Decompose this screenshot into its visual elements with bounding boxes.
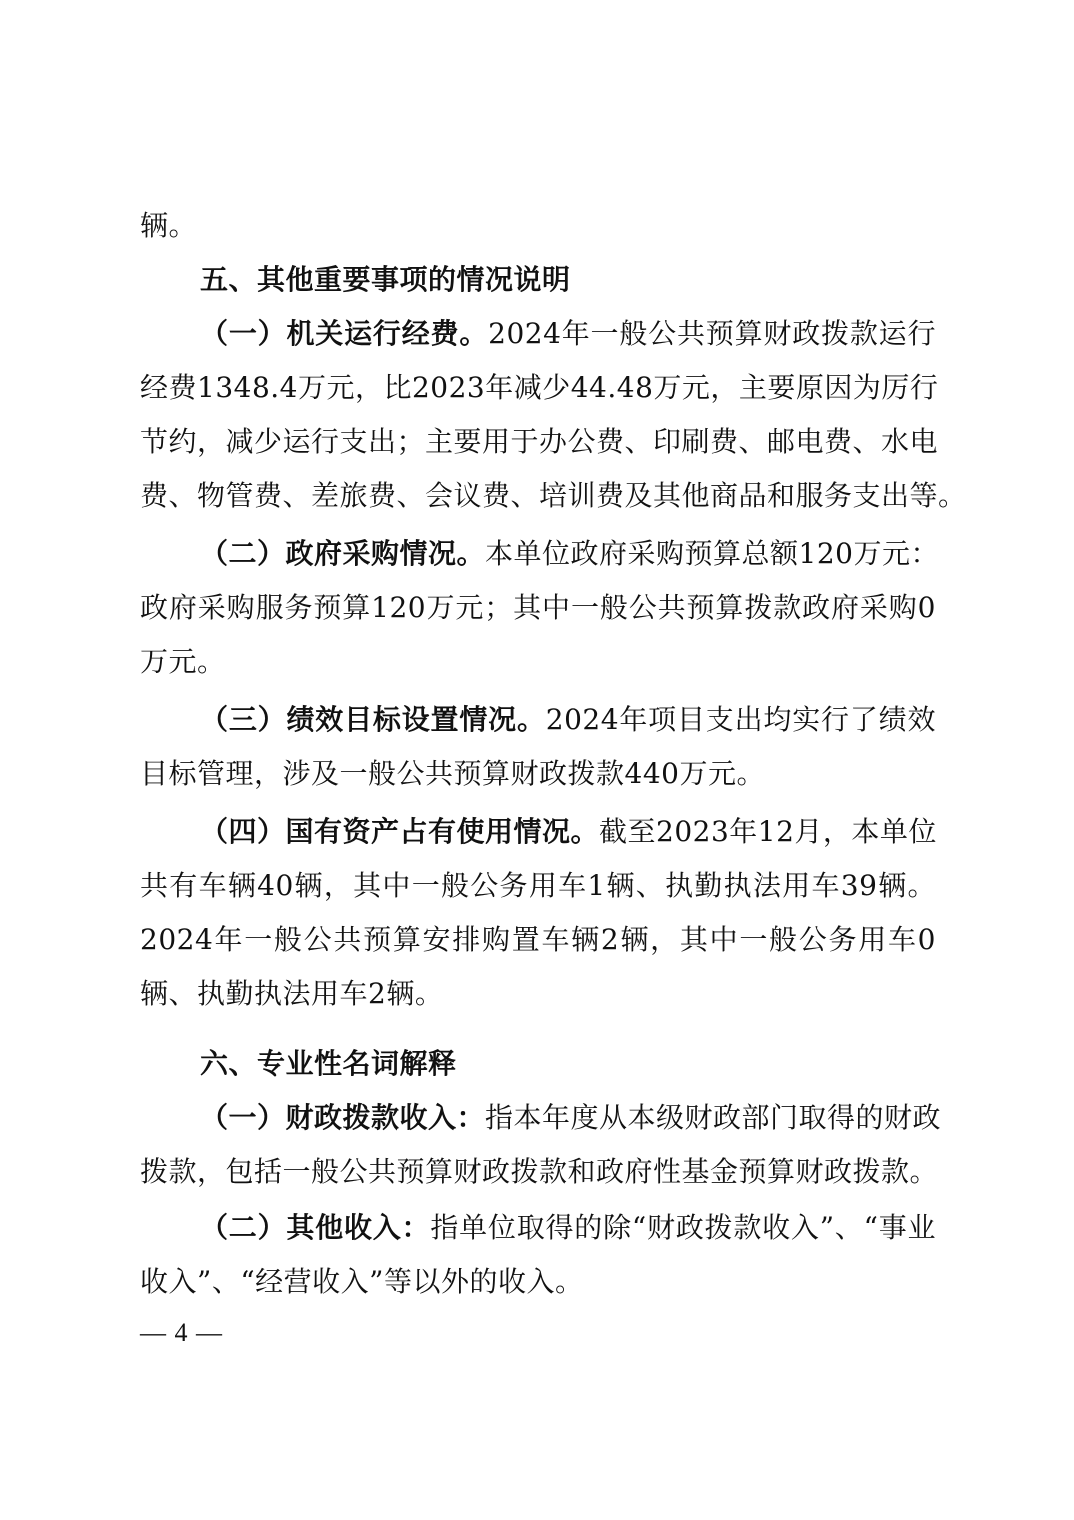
paragraph-line: 费、物管费、差旅费、会议费、培训费及其他商品和服务支出等。 (140, 479, 967, 512)
item-lead: （二）其他收入： (200, 1211, 431, 1244)
paragraph-line: 共有车辆40辆，其中一般公务用车1辆、执勤执法用车39辆。 (140, 869, 936, 902)
section-heading-6: 六、专业性名词解释 (200, 1047, 457, 1080)
paragraph-line: 经费1348.4万元，比2023年减少44.48万元，主要原因为厉行 (140, 371, 939, 404)
paragraph-line: （四）国有资产占有使用情况。截至2023年12月，本单位 (200, 815, 937, 848)
paragraph-line: 政府采购服务预算120万元；其中一般公共预算拨款政府采购0 (140, 591, 936, 624)
paragraph-line: 辆。 (140, 209, 198, 242)
page-number: — 4 — (140, 1318, 223, 1347)
paragraph-line: 收入”、“经营收入”等以外的收入。 (140, 1265, 584, 1298)
item-lead: （二）政府采购情况。 (200, 537, 486, 570)
item-lead: （四）国有资产占有使用情况。 (200, 815, 600, 848)
section-heading-5: 五、其他重要事项的情况说明 (200, 263, 571, 296)
paragraph-line: 目标管理，涉及一般公共预算财政拨款440万元。 (140, 757, 765, 790)
paragraph-line: 节约，减少运行支出；主要用于办公费、印刷费、邮电费、水电 (140, 425, 939, 458)
item-lead: （三）绩效目标设置情况。 (200, 703, 546, 736)
paragraph-line: 万元。 (140, 645, 226, 678)
item-lead: （一）机关运行经费。 (200, 317, 489, 350)
paragraph-line: （二）政府采购情况。本单位政府采购预算总额120万元： (200, 537, 939, 570)
paragraph-line: （二）其他收入：指单位取得的除“财政拨款收入”、“事业 (200, 1211, 936, 1244)
paragraph-line: 拨款，包括一般公共预算财政拨款和政府性基金预算财政拨款。 (140, 1155, 939, 1188)
paragraph-line: 2024年一般公共预算安排购置车辆2辆，其中一般公务用车0 (140, 923, 936, 956)
item-lead: （一）财政拨款收入： (200, 1101, 486, 1134)
paragraph-line: （一）机关运行经费。2024年一般公共预算财政拨款运行 (200, 317, 936, 350)
paragraph-line: （三）绩效目标设置情况。2024年项目支出均实行了绩效 (200, 703, 936, 736)
paragraph-line: （一）财政拨款收入：指本年度从本级财政部门取得的财政 (200, 1101, 942, 1134)
paragraph-line: 辆、执勤执法用车2辆。 (140, 977, 444, 1010)
